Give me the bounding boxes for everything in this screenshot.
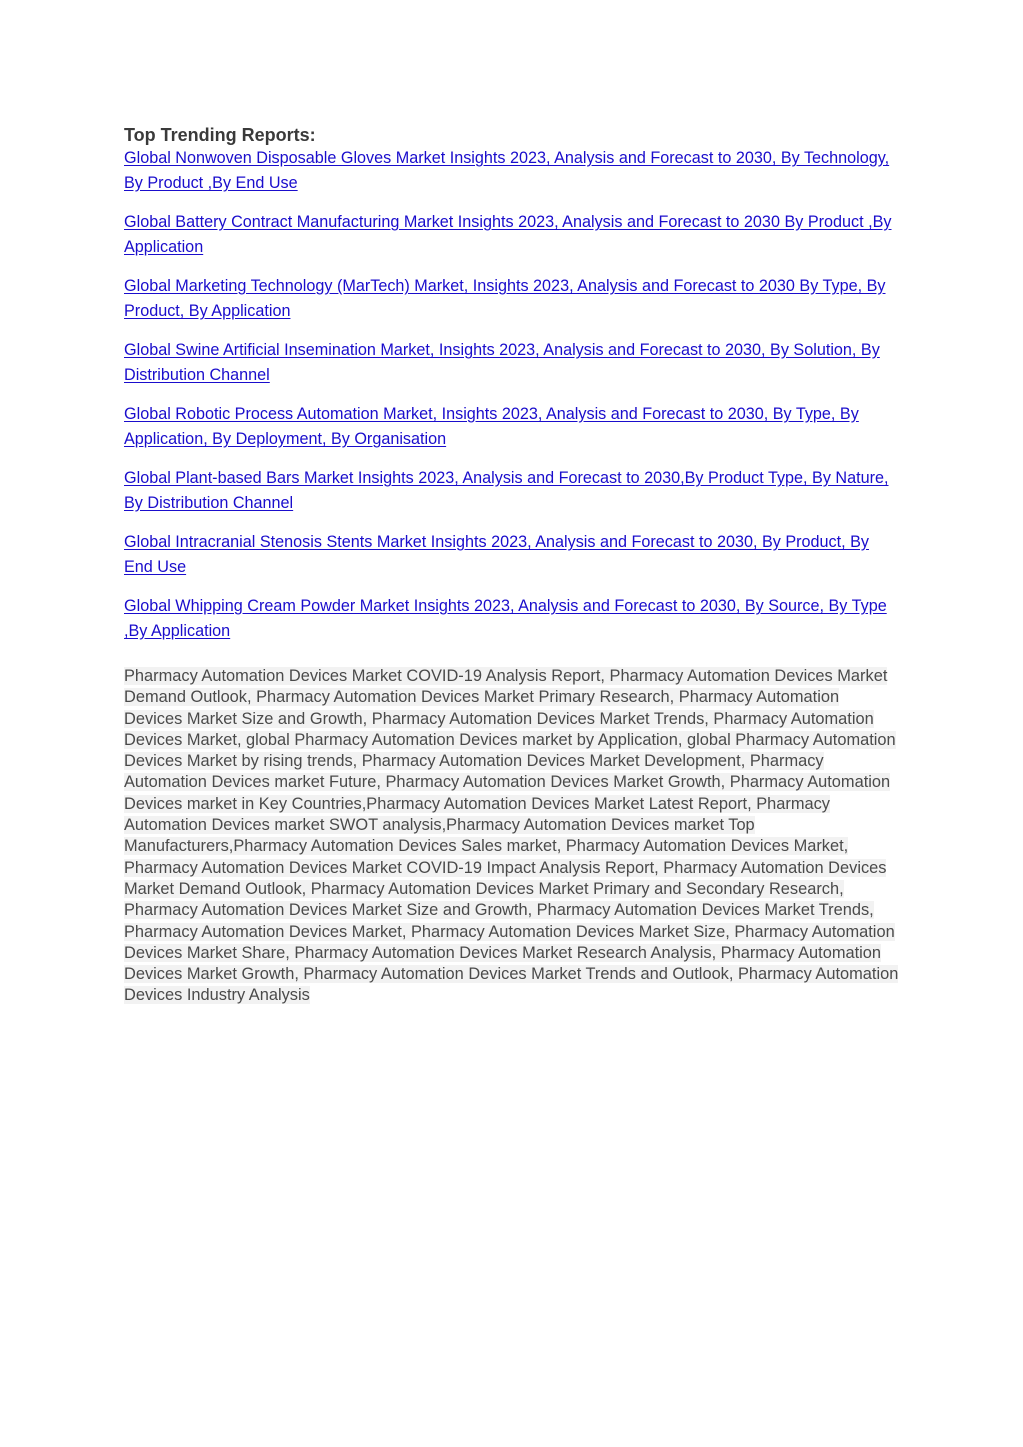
report-link[interactable]: Global Nonwoven Disposable Gloves Market Insights 2023, Analysis and Forecast to 2030, By Technology, By Product ,By End Use [124, 149, 890, 192]
list-item [124, 466, 899, 516]
report-link[interactable]: Global Plant-based Bars Market Insights 2023, Analysis and Forecast to 2030,By Product Type, By Nature, By Distribution Channel [124, 469, 889, 512]
report-link[interactable]: Global Whipping Cream Powder Market Insights 2023, Analysis and Forecast to 2030, By Source, By Type ,By Application [124, 597, 887, 640]
list-item [124, 146, 899, 196]
report-link-list [124, 146, 899, 644]
list-item [124, 402, 899, 452]
list-item [124, 594, 899, 644]
report-link[interactable]: Global Marketing Technology (MarTech) Market, Insights 2023, Analysis and Forecast to 2030 By Type, By Product, By Application [124, 277, 886, 320]
keywords-paragraph [124, 666, 899, 1007]
list-item [124, 210, 899, 260]
section-heading: Top Trending Reports: [124, 125, 316, 145]
list-item [124, 530, 899, 580]
report-link[interactable]: Global Swine Artificial Insemination Market, Insights 2023, Analysis and Forecast to 2030, By Solution, By Distribution Channel [124, 341, 880, 384]
keywords-text: Pharmacy Automation Devices Market COVID-19 Analysis Report, Pharmacy Automation Devices Market Demand Outlook, Pharmacy Automation Devices Market Primary Research, Pharmacy Automation Devices Market Size and Growth, Pharmacy Automation Devices Market Trends, Pharmacy Automation Devices Market, global Pharmacy Automation Devices market by Application, global Pharmacy Automation Devices Market by rising trends, Pharmacy Automation Devices Market Development, Pharmacy Automation Devices market Future, Pharmacy Automation Devices Market Growth, Pharmacy Automation Devices market in Key Countries,Pharmacy Automation Devices Market Latest Report, Pharmacy Automation Devices market SWOT analysis,Pharmacy Automation Devices market Top Manufacturers,Pharmacy Automation Devices Sales market, Pharmacy Automation Devices Market, Pharmacy Automation Devices Market COVID-19 Impact Analysis Report, Pharmacy Automation Devices Market Demand Outlook, Pharmacy Automation Devices Market Primary and Secondary Research, Pharmacy Automation Devices Market Size and Growth, Pharmacy Automation Devices Market Trends, Pharmacy Automation Devices Market, Pharmacy Automation Devices Market Size, Pharmacy Automation Devices Market Share, Pharmacy Automation Devices Market Research Analysis, Pharmacy Automation Devices Market Growth, Pharmacy Automation Devices Market Trends and Outlook, Pharmacy Automation Devices Industry Analysis [124, 667, 899, 1005]
list-item [124, 274, 899, 324]
report-link[interactable]: Global Intracranial Stenosis Stents Market Insights 2023, Analysis and Forecast to 2030, By Product, By End Use [124, 533, 870, 576]
document-page [124, 124, 899, 1023]
list-item [124, 338, 899, 388]
report-link[interactable]: Global Battery Contract Manufacturing Market Insights 2023, Analysis and Forecast to 2030 By Product ,By Application [124, 213, 892, 256]
report-link[interactable]: Global Robotic Process Automation Market, Insights 2023, Analysis and Forecast to 2030, By Type, By Application, By Deployment, By Organisation [124, 405, 859, 448]
